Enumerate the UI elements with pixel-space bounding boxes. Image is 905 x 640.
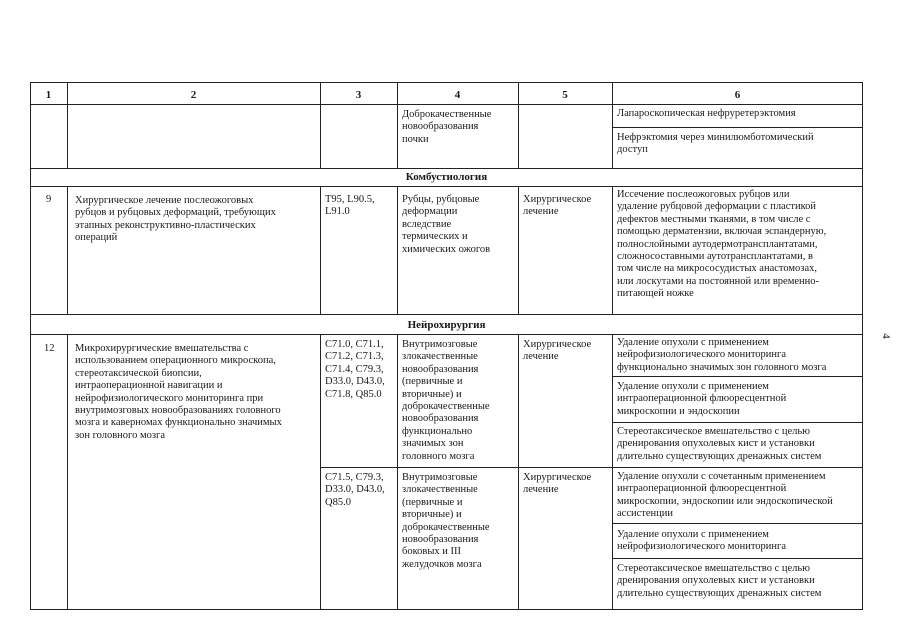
header-col-4: 4 xyxy=(454,89,461,101)
row12a-method-a: Удаление опухоли с применением нейрофизиологического мониторинга функционально значимых зон головного мозга xyxy=(617,337,827,373)
page-number: 4 xyxy=(879,333,892,339)
row12a-codes: C71.0, C71.1, C71.2, C71.3, C71.4, C79.3, D33.0, D43.0, C71.8, Q85.0 xyxy=(325,339,385,400)
cont-method-a: Лапароскопическая нефруретерэктомия xyxy=(617,108,796,119)
rule-col4-right-row12 xyxy=(518,334,519,610)
row12a-treatment: Хирургическое лечение xyxy=(523,339,592,363)
header-col-6: 6 xyxy=(734,89,741,101)
row12a-method-b: Удаление опухоли с применением интраоперационной флюоресцентной микроскопии и эндоскопии xyxy=(617,381,787,417)
rule-row12b-col6-split2 xyxy=(612,558,863,559)
rule-row9-bottom xyxy=(30,314,863,315)
row9-method: Иссечение послеожоговых рубцов или удаление рубцовой деформации с пластикой дефектов местными тканями, в том числе с помощью дерматензии, включая эспандерную, полнослойными аутодермотрансплантатами, сложносоставными аутотрансплантатами, в том числе на микрососудистых анастомозах, или лоскутами на постоянной или временно- питающей ножке xyxy=(617,189,827,300)
cont-method-b: Нефрэктомия через минилюмботомический доступ xyxy=(617,132,814,156)
rule-col1-right-row12 xyxy=(67,334,68,610)
section-title-combustiology: Комбустиология xyxy=(405,171,488,183)
row12b-diagnosis: Внутримозговые злокачественные (первичные и вторичные) и доброкачественные новообразования боковых и III желудочков мозга xyxy=(402,472,490,570)
row9-treatment: Хирургическое лечение xyxy=(523,194,592,218)
rule-row12-col6-split2 xyxy=(612,422,863,423)
rule-row12-sub-split xyxy=(320,467,863,468)
header-col-2: 2 xyxy=(190,89,197,101)
row12a-method-c: Стереотаксическое вмешательство с целью дренирования опухолевых кист и установки длительно существующих дренажных систем xyxy=(617,426,822,462)
rule-col2-right-row12 xyxy=(320,334,321,610)
rule-col3-right-row12 xyxy=(397,334,398,610)
rule-col3-right-row9 xyxy=(397,186,398,314)
rule-section2-bottom xyxy=(30,334,863,335)
rule-cont-col6-split xyxy=(612,127,863,128)
rule-cont-bottom xyxy=(30,168,863,169)
header-col-1: 1 xyxy=(45,89,52,101)
row12b-method-b: Удаление опухоли с применением нейрофизиологического мониторинга xyxy=(617,529,787,553)
rule-col2-right-row9 xyxy=(320,186,321,314)
header-col-3: 3 xyxy=(355,89,362,101)
rule-section1-bottom xyxy=(30,186,863,187)
section-title-neurosurgery: Нейрохирургия xyxy=(407,319,486,331)
row12b-method-c: Стереотаксическое вмешательство с целью дренирования опухолевых кист и установки длительно существующих дренажных систем xyxy=(617,563,822,599)
rule-col5-right-row9 xyxy=(612,186,613,314)
cont-diagnosis: Доброкачественные новообразования почки xyxy=(402,109,492,145)
row12-number: 12 xyxy=(44,343,55,354)
header-col-5: 5 xyxy=(562,89,568,101)
rule-col5-right-row12 xyxy=(612,334,613,610)
row12b-codes: C71.5, C79.3, D33.0, D43.0, Q85.0 xyxy=(325,472,385,508)
row9-diagnosis: Рубцы, рубцовые деформации вследствие термических и химических ожогов xyxy=(402,194,491,255)
row12a-diagnosis: Внутримозговые злокачественные новообразования (первичные и вторичные) и доброкачественные новообразования функционально значимых зон головного мозга xyxy=(402,339,490,462)
row9-name: Хирургическое лечение послеожоговых рубцов и рубцовых деформаций, требующих этапных реконструктивно-пластических операций xyxy=(75,195,276,244)
rule-row12b-col6-split1 xyxy=(612,523,863,524)
row12-name: Микрохирургические вмешательства с использованием операционного микроскопа, стереотаксической биопсии, интраоперационной навигации и нейрофизиологического мониторинга при внутримозговых новообразованиях головного мозга и каверномах функционально значимых зон головного мозга xyxy=(75,343,282,441)
rule-col4-right-row9 xyxy=(518,186,519,314)
row12b-method-a: Удаление опухоли с сочетанным применением интраоперационной флюоресцентной микроскопии, эндоскопии или эндоскопической ассистенции xyxy=(617,471,833,520)
rule-row12-col6-split1 xyxy=(612,376,863,377)
row12b-treatment: Хирургическое лечение xyxy=(523,472,592,496)
rule-header-bottom xyxy=(30,104,863,105)
row9-number: 9 xyxy=(46,194,52,205)
row9-codes: T95, L90.5, L91.0 xyxy=(325,194,375,218)
rule-col1-right-row9 xyxy=(67,186,68,314)
